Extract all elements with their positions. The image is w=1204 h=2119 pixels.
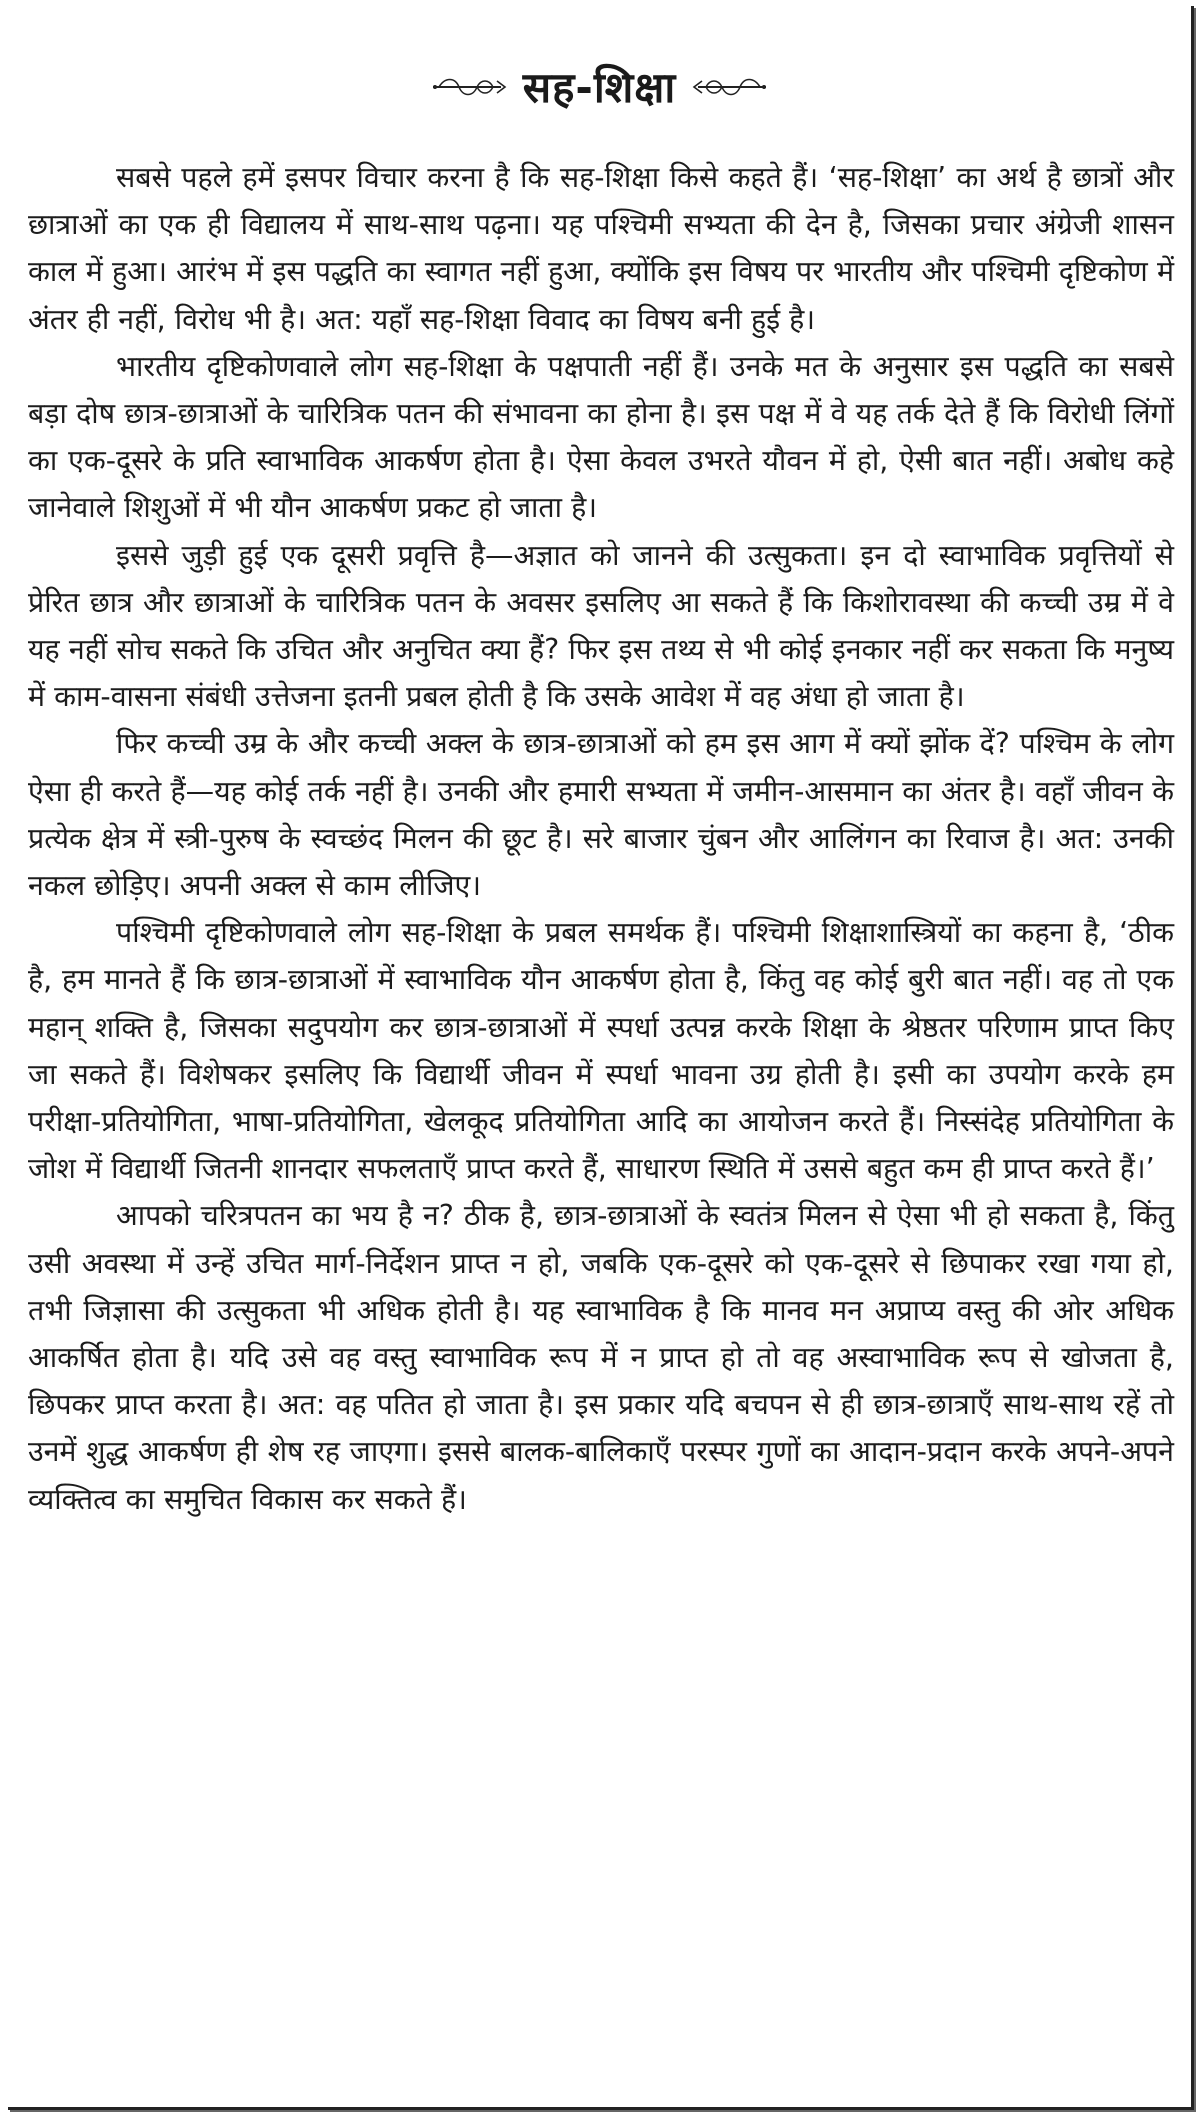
paragraph: फिर कच्ची उम्र के और कच्ची अक्ल के छात्र-छात्राओं को हम इस आग में क्यों झोंक दें? पश्चिम के लोग ऐसा ही करते हैं—यह कोई तर्क नहीं है। उनकी और हमारी सभ्यता में जमीन-आसमान का अंतर है। वहाँ जीवन के प्रत्येक क्षेत्र में स्त्री-पुरुष के स्वच्छंद मिलन की छूट है। सरे बाजार चुंबन और आलिंगन का रिवाज है। अत: उनकी नकल छोड़िए। अपनी अक्ल से काम लीजिए। <box>28 727 1174 903</box>
paragraph: इससे जुड़ी हुई एक दूसरी प्रवृत्ति है—अज्ञात को जानने की उत्सुकता। इन दो स्वाभाविक प्रवृत्तियों से प्रेरित छात्र और छात्राओं के चारित्रिक पतन के अवसर इसलिए आ सकते हैं कि किशोरावस्था की कच्ची उम्र में वे यह नहीं सोच सकते कि उचित और अनुचित क्या हैं? फिर इस तथ्य से भी कोई इनकार नहीं कर सकता कि मनुष्य में काम-वासना संबंधी उत्तेजना इतनी प्रबल होती है कि उसके आवेश में वह अंधा हो जाता है। <box>28 538 1174 714</box>
essay-body <box>28 154 1174 1523</box>
right-flourish-icon <box>690 73 768 101</box>
paragraph: भारतीय दृष्टिकोणवाले लोग सह-शिक्षा के पक्षपाती नहीं हैं। उनके मत के अनुसार इस पद्धति का सबसे बड़ा दोष छात्र-छात्राओं के चारित्रिक पतन की संभावना का होना है। इस पक्ष में वे यह तर्क देते हैं कि विरोधी लिंगों का एक-दूसरे के प्रति स्वाभाविक आकर्षण होता है। ऐसा केवल उभरते यौवन में हो, ऐसी बात नहीं। अबोध कहे जानेवाले शिशुओं में भी यौन आकर्षण प्रकट हो जाता है। <box>28 349 1174 525</box>
title-row <box>8 58 1191 115</box>
left-flourish-icon <box>431 73 509 101</box>
paragraph: पश्चिमी दृष्टिकोणवाले लोग सह-शिक्षा के प्रबल समर्थक हैं। पश्चिमी शिक्षाशास्त्रियों का कहना है, ‘ठीक है, हम मानते हैं कि छात्र-छात्राओं में स्वाभाविक यौन आकर्षण होता है, किंतु वह कोई बुरी बात नहीं। वह तो एक महान् शक्ति है, जिसका सदुपयोग कर छात्र-छात्राओं में स्पर्धा उत्पन्न करके शिक्षा के श्रेष्ठतर परिणाम प्राप्त किए जा सकते हैं। विशेषकर इसलिए कि विद्यार्थी जीवन में स्पर्धा भावना उग्र होती है। इसी का उपयोग करके हम परीक्षा-प्रतियोगिता, भाषा-प्रतियोगिता, खेलकूद प्रतियोगिता आदि का आयोजन करते हैं। निस्संदेह प्रतियोगिता के जोश में विद्यार्थी जितनी शानदार सफलताएँ प्राप्त करते हैं, साधारण स्थिति में उससे बहुत कम ही प्राप्त करते हैं।’ <box>28 916 1174 1186</box>
paragraph: आपको चरित्रपतन का भय है न? ठीक है, छात्र-छात्राओं के स्वतंत्र मिलन से ऐसा भी हो सकता है, किंतु उसी अवस्था में उन्हें उचित मार्ग-निर्देशन प्राप्त न हो, जबकि एक-दूसरे को एक-दूसरे से छिपाकर रखा गया हो, तभी जिज्ञासा की उत्सुकता भी अधिक होती है। यह स्वाभाविक है कि मानव मन अप्राप्य वस्तु की ओर अधिक आकर्षित होता है। यदि उसे वह वस्तु स्वाभाविक रूप में न प्राप्त हो तो वह अस्वाभाविक रूप से खोजता है, छिपकर प्राप्त करता है। अत: वह पतित हो जाता है। इस प्रकार यदि बचपन से ही छात्र-छात्राएँ साथ-साथ रहें तो उनमें शुद्ध आकर्षण ही शेष रह जाएगा। इससे बालक-बालिकाएँ परस्पर गुणों का आदान-प्रदान करके अपने-अपने व्यक्तित्व का समुचित विकास कर सकते हैं। <box>28 1199 1174 1516</box>
page-title: सह-शिक्षा <box>522 63 677 112</box>
document-page <box>8 6 1194 2110</box>
paragraph: सबसे पहले हमें इसपर विचार करना है कि सह-शिक्षा किसे कहते हैं। ‘सह-शिक्षा’ का अर्थ है छात्रों और छात्राओं का एक ही विद्यालय में साथ-साथ पढ़ना। यह पश्चिमी सभ्यता की देन है, जिसका प्रचार अंग्रेजी शासन काल में हुआ। आरंभ में इस पद्धति का स्वागत नहीं हुआ, क्योंकि इस विषय पर भारतीय और पश्चिमी दृष्टिकोण में अंतर ही नहीं, विरोध भी है। अत: यहाँ सह-शिक्षा विवाद का विषय बनी हुई है। <box>28 161 1175 336</box>
